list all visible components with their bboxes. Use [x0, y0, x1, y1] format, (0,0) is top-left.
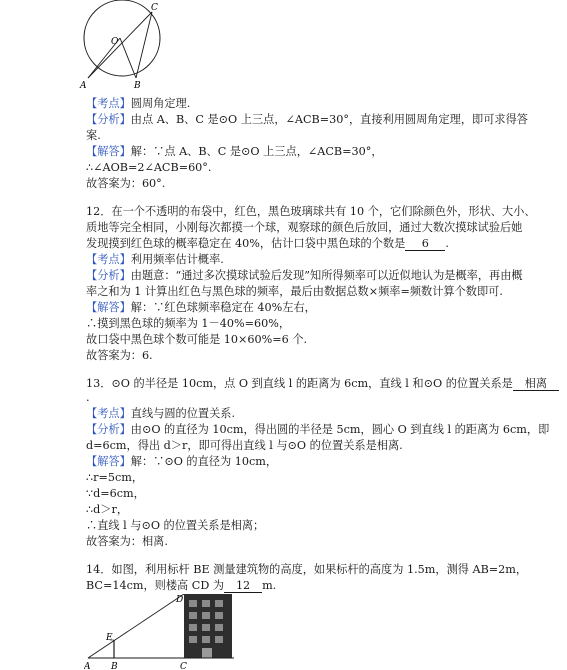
q13-answer-blank: 相离: [513, 377, 559, 391]
q11-jieda-2: ∴∠AOB=2∠ACB=60°.: [86, 161, 212, 174]
label-c: C: [180, 662, 187, 670]
q12-fenxi-cont: 率之和为 1 计算出红色与黑色球的频率，最后由数据总数×频率=频数计算个数即可.: [86, 285, 503, 298]
label-d: D: [176, 595, 184, 605]
q13-jieda-5: ∴直线 l 与⊙O 的位置关系是相离；: [86, 519, 265, 532]
q14-answer-blank: 12: [224, 579, 262, 593]
q13-jieda: 【解答】解：∵⊙O 的直径为 10cm，: [86, 455, 278, 468]
q11-fenxi: 【分析】由点 A、B、C 是⊙O 上三点，∠ACB=30°，直接利用圆周角定理，即可求得答: [86, 113, 528, 126]
q12-kaodian: 【考点】利用频率估计概率.: [86, 253, 224, 266]
q12-jieda-2: ∴摸到黑色球的频率为 1－40%=60%，: [86, 317, 291, 330]
label-c: C: [151, 3, 158, 13]
circle-figure: [78, 0, 168, 88]
label-b: B: [134, 81, 141, 88]
q11-jieda: 【解答】解：∵点 A、B、C 是⊙O 上三点，∠ACB=30°，: [86, 145, 383, 158]
q11-fenxi-cont: 案.: [86, 129, 101, 142]
q13-stem-1: 13．⊙O 的半径是 10cm，点 O 到直线 l 的距离为 6cm，直线 l 和⊙O 的位置关系是 相离: [86, 376, 559, 392]
q12-answer: 故答案为：6.: [86, 349, 153, 362]
q11-answer: 故答案为：60°.: [86, 177, 166, 190]
kaodian-tag: 【考点】: [86, 97, 131, 110]
label-a: A: [84, 662, 91, 670]
q12-stem-2: 质地等完全相同，小刚每次都摸一个球，观察球的颜色后放回，通过大数次摸球试验后她: [86, 221, 523, 234]
q13-jieda-2: ∴r=5cm，: [86, 471, 144, 484]
label-b: B: [111, 662, 118, 670]
q13-jieda-3: ∵d=6cm，: [86, 487, 145, 500]
fenxi-tag: 【分析】: [86, 423, 131, 436]
building-figure: [84, 594, 244, 670]
q14-stem-2: BC=14cm，则楼高 CD 为 12 m.: [86, 579, 277, 592]
q12-answer-blank: 6: [405, 237, 445, 251]
q13-kaodian: 【考点】直线与圆的位置关系.: [86, 407, 236, 420]
kaodian-tag: 【考点】: [86, 253, 131, 266]
label-o: O: [111, 37, 119, 47]
q13-jieda-4: ∴d＞r，: [86, 503, 129, 516]
q13-fenxi: 【分析】由⊙O 的直径为 10cm，得出圆的半径是 5cm，圆心 O 到直线 l 的距离为 6cm，即: [86, 423, 550, 436]
jieda-tag: 【解答】: [86, 455, 131, 468]
jieda-tag: 【解答】: [86, 301, 131, 314]
fenxi-tag: 【分析】: [86, 269, 131, 282]
q12-fenxi: 【分析】由题意：“通过多次摸球试验后发现”知所得频率可以近似地认为是概率，再由概: [86, 269, 523, 282]
q12-jieda: 【解答】解：∵红色球频率稳定在 40%左右，: [86, 301, 316, 314]
q13-stem-2: .: [86, 391, 90, 404]
label-a: A: [80, 81, 87, 88]
jieda-tag: 【解答】: [86, 145, 131, 158]
kaodian-tag: 【考点】: [86, 407, 131, 420]
q11-kaodian: 【考点】圆周角定理.: [86, 97, 191, 110]
q12-stem-1: 12．在一个不透明的布袋中，红色，黑色玻璃球共有 10 个，它们除颜色外，形状、大小、: [86, 205, 536, 218]
q14-stem-1: 14．如图，利用标杆 BE 测量建筑物的高度，如果标杆的高度为 1.5m，测得 AB=2m，: [86, 563, 528, 576]
fenxi-tag: 【分析】: [86, 113, 131, 126]
q12-jieda-3: 故口袋中黑色球个数可能是 10×60%=6 个.: [86, 333, 308, 346]
label-e: E: [106, 633, 113, 643]
q12-stem-3: 发现摸到红色球的概率稳定在 40%，估计口袋中黑色球的个数是 6 .: [86, 237, 449, 250]
q13-answer: 故答案为：相离.: [86, 535, 168, 548]
q13-fenxi-cont: d=6cm，得出 d＞r，即可得出直线 l 与⊙O 的位置关系是相离.: [86, 439, 403, 452]
